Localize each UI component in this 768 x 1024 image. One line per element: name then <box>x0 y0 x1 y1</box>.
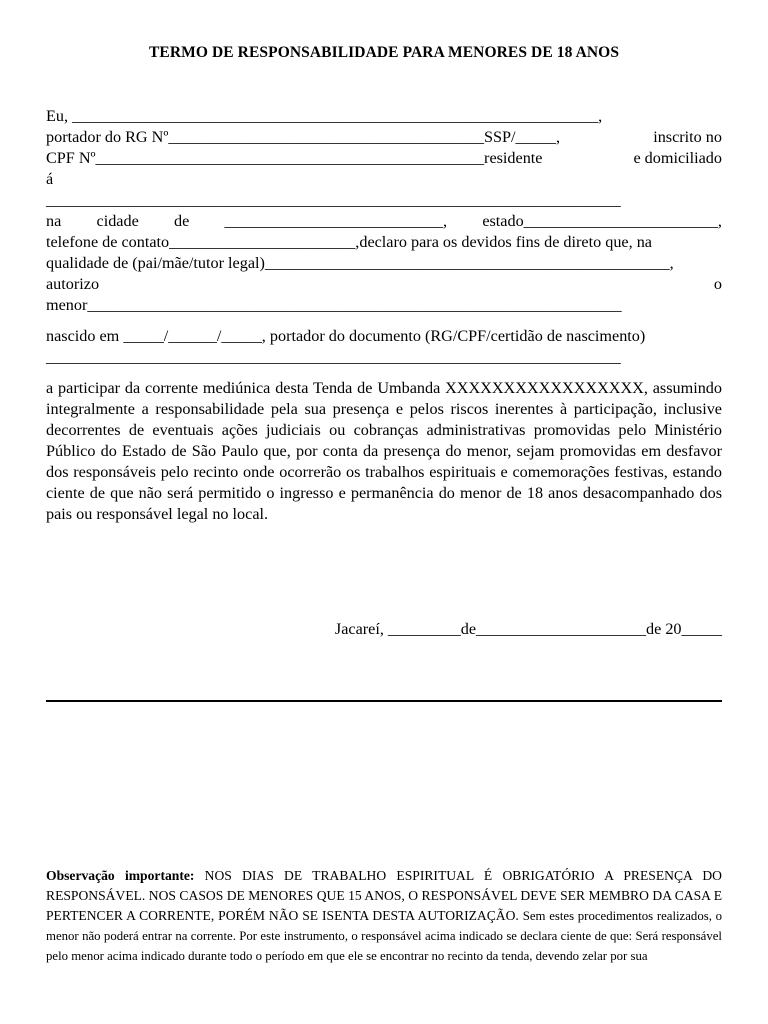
authorization-paragraph: a participar da corrente mediúnica desta Tenda de Umbanda XXXXXXXXXXXXXXXXX, assumindo integralmente a responsabilidade pela sua presença e pelos riscos inerentes à participação, inclusive decorrentes de eventuais ações judiciais ou cobranças administrativas promovidas pelo Ministério Público do Estado de São Paulo que, por conta da presença do menor, sejam promovidas em desfavor dos responsáveis pelo recinto onde ocorrerão os trabalhos espirituais e comemorações festivas, estando ciente de que não será permitido o ingresso e permanência do menor de 18 anos desacompanhado dos pais ou responsável legal no local. <box>46 379 722 523</box>
form-line-name: Eu, _________________________________________________________________, <box>46 107 603 125</box>
form-line-phone-text: telefone de contato_______________________,declaro para os devidos fins de direto que, na <box>46 233 652 251</box>
form-line-rg <box>46 127 722 148</box>
form-line-city-na: na <box>46 212 62 230</box>
form-line-authorize <box>46 274 722 295</box>
form-line-authorize-left: autorizo <box>46 275 100 293</box>
form-line-city <box>46 211 722 232</box>
form-line-guardian: qualidade de (pai/mãe/tutor legal)__________________________________________________, <box>46 254 674 272</box>
form-line-rg-right: inscrito no <box>653 128 722 146</box>
form-line-a: á <box>46 170 54 188</box>
observation-small-text: Sem estes procedimentos realizados, o menor não poderá entrar na corrente. Por este instrumento, o responsável acima indicado se declara ciente de que: Será responsável pelo menor acima indicado durante todo o período em que ele se encontrar no recinto da tenda, devendo zelar por sua <box>46 909 722 963</box>
observation-label: Observação importante: <box>46 868 205 883</box>
form-line-city-blank: ___________________________, <box>224 212 448 230</box>
form-line-blank-document: _______________________________________________________________________ <box>46 348 621 366</box>
form-line-authorize-right: o <box>713 275 722 293</box>
form-line-phone <box>46 232 722 253</box>
form-line-city-de: de <box>174 212 190 230</box>
document-title: TERMO DE RESPONSABILIDADE PARA MENORES DE 18 ANOS <box>148 44 620 61</box>
signature-line <box>46 700 722 702</box>
form-line-minor: menor__________________________________________________________________ <box>46 296 622 314</box>
form-line-city-estado: estado________________________, <box>482 212 722 230</box>
observation-note <box>46 866 722 966</box>
form-line-blank-address: _______________________________________________________________________ <box>46 191 621 209</box>
form-line-rg-left: portador do RG Nº_______________________________________SSP/_____, <box>46 128 561 146</box>
form-line-city-cidade: cidade <box>96 212 139 230</box>
form-line-cpf-right: e domiciliado <box>633 149 722 167</box>
form-line-birth: nascido em _____/______/_____, portador do documento (RG/CPF/certidão de nascimento) <box>46 327 646 345</box>
observation-caps-text: NOS DIAS DE TRABALHO ESPIRITUAL É OBRIGATÓRIO A PRESENÇA DO RESPONSÁVEL. NOS CASOS DE MENORES QUE 15 ANOS, O RESPONSÁVEL DEVE SER MEMBRO DA CASA E PERTENCER A CORRENTE, PORÉM NÃO SE ISENTA DESTA AUTORIZAÇÃO. <box>46 868 722 923</box>
form-line-cpf-left: CPF Nº________________________________________________residente <box>46 149 543 167</box>
date-line: Jacareí, _________de_____________________de 20_____ <box>334 620 722 638</box>
form-line-cpf <box>46 148 722 169</box>
